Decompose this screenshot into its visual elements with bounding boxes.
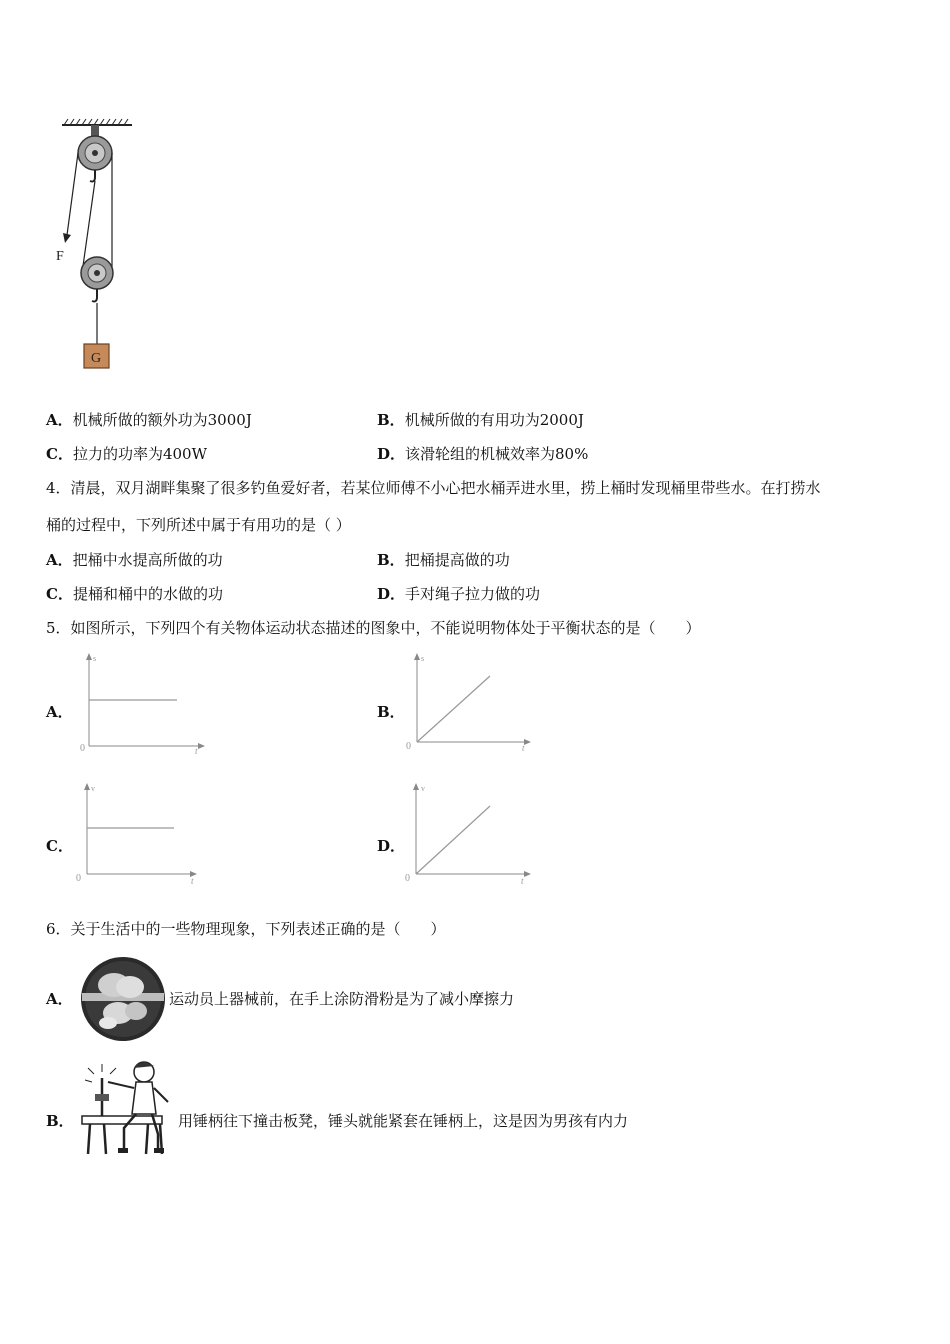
q5-graph-c <box>72 780 207 886</box>
weight-block <box>84 344 109 368</box>
q5-graph-d-line <box>416 806 490 874</box>
q6-option-b-text: 用锤柄往下撞击板凳，锤头就能紧套在锤柄上，这是因为男孩有内力 <box>178 1112 629 1130</box>
weight-label: G <box>91 351 102 366</box>
q5-graph-d <box>400 780 535 886</box>
q5-graph-c-origin: 0 <box>76 873 81 884</box>
q5-option-c-letter[interactable]: C． <box>46 837 73 855</box>
q5-graph-a-origin: 0 <box>80 743 85 754</box>
q4-option-c[interactable]: C．提桶和桶中的水做的功 <box>46 585 223 603</box>
q6-option-a-text: 运动员上器械前，在手上涂防滑粉是为了减小摩擦力 <box>169 990 515 1008</box>
q5-graph-b-ylabel: s <box>421 654 425 663</box>
q5-option-d-letter[interactable]: D． <box>377 837 406 855</box>
q6-stem: 6．关于生活中的一些物理现象，下列表述正确的是（ ） <box>46 920 446 938</box>
q4-stem-line2: 桶的过程中，下列所述中属于有用功的是（ ） <box>46 516 351 534</box>
q3-option-d[interactable]: D．该滑轮组的机械效率为80% <box>377 445 589 463</box>
gymnast-hands-image <box>78 955 168 1043</box>
q5-graph-b-origin: 0 <box>406 741 411 752</box>
q5-graph-c-xlabel: t <box>191 876 194 886</box>
q3-option-a[interactable]: A．机械所做的额外功为3000J <box>46 411 252 429</box>
pulley-diagram <box>50 115 140 375</box>
boy-hammer-bench-image <box>78 1058 176 1158</box>
fixed-pulley <box>78 136 112 170</box>
q5-graph-a-ylabel: s <box>93 654 97 663</box>
q6-option-a-letter[interactable]: A． <box>46 990 73 1008</box>
force-label: F <box>56 249 64 264</box>
q5-graph-c-ylabel: v <box>91 784 95 793</box>
q5-graph-d-xlabel: t <box>521 876 524 886</box>
q3-option-c[interactable]: C．拉力的功率为400W <box>46 445 208 463</box>
q4-option-d[interactable]: D．手对绳子拉力做的功 <box>377 585 541 603</box>
q4-option-a[interactable]: A．把桶中水提高所做的功 <box>46 551 223 569</box>
q5-graph-b-xlabel: t <box>522 743 525 753</box>
q4-stem-line1: 4．清晨，双月湖畔集聚了很多钓鱼爱好者，若某位师傅不小心把水桶弄进水里，捞上桶时发现桶里带些水。在打捞水 <box>46 479 821 497</box>
q5-graph-d-origin: 0 <box>405 873 410 884</box>
q3-option-b[interactable]: B．机械所做的有用功为2000J <box>377 411 584 429</box>
q5-option-a-letter[interactable]: A． <box>46 703 73 721</box>
q5-graph-a-xlabel: t <box>195 746 198 755</box>
q6-option-b-letter[interactable]: B． <box>46 1112 74 1130</box>
q5-graph-d-ylabel: v <box>421 784 425 793</box>
q4-option-b[interactable]: B．把桶提高做的功 <box>377 551 510 569</box>
q5-graph-a <box>72 650 207 755</box>
q5-graph-b <box>400 650 535 755</box>
q5-stem: 5．如图所示，下列四个有关物体运动状态描述的图象中，不能说明物体处于平衡状态的是（ ） <box>46 619 701 637</box>
q5-option-b-letter[interactable]: B． <box>377 703 405 721</box>
q5-graph-b-line <box>417 676 490 742</box>
movable-pulley <box>81 257 113 289</box>
